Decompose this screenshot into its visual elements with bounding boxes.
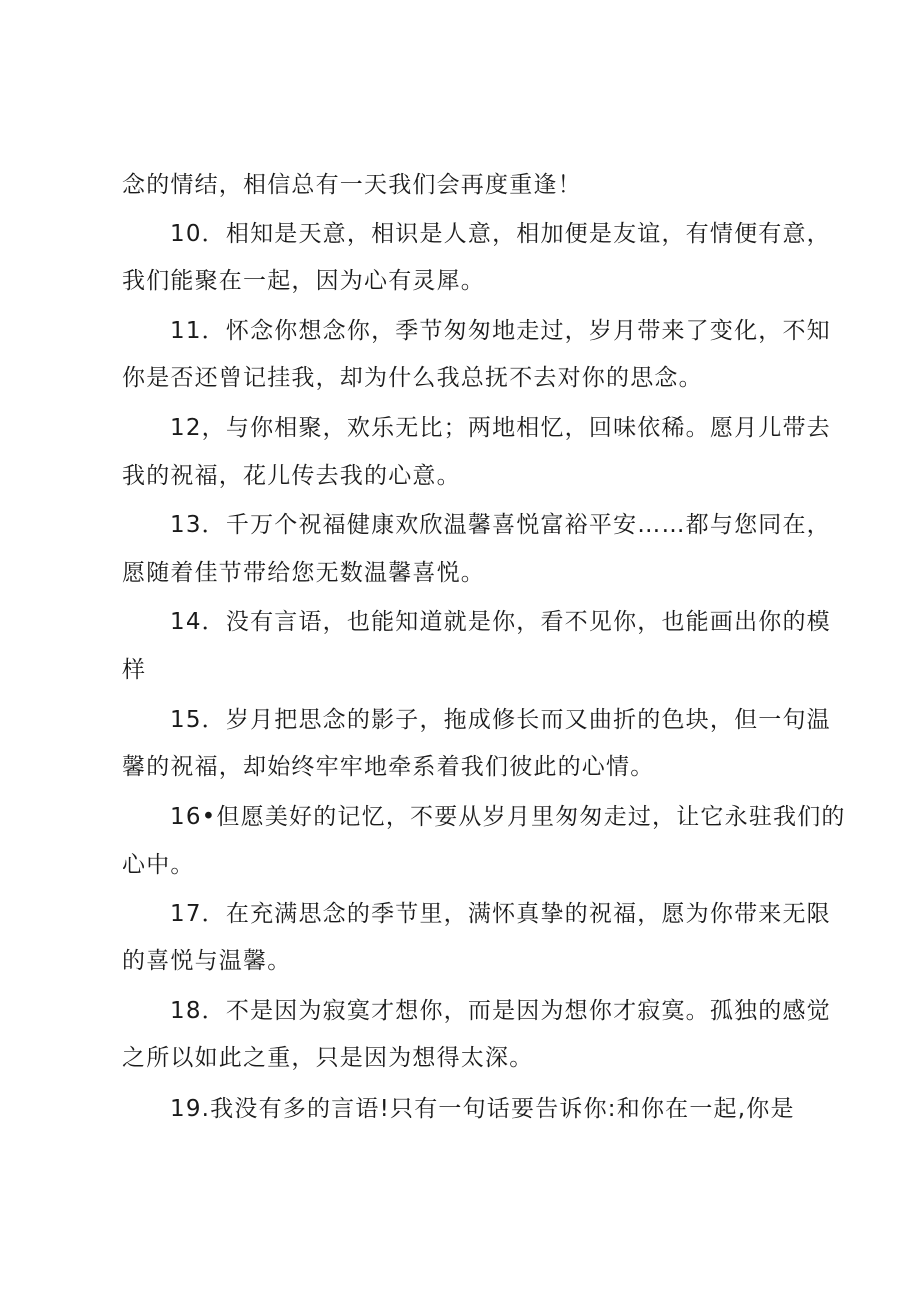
- paragraph-start-line: 12，与你相聚，欢乐无比；两地相忆，回味依稀。愿月儿带去: [170, 415, 831, 441]
- paragraph-start-line: 19.我没有多的言语!只有一句话要告诉你:和你在一起,你是: [170, 1096, 795, 1122]
- text-line: 愿随着佳节带给您无数温馨喜悦。: [122, 560, 485, 586]
- text-line: 之所以如此之重，只是因为想得太深。: [122, 1045, 534, 1071]
- text-line: 的喜悦与温馨。: [122, 948, 292, 974]
- paragraph-start-line: 17．在充满思念的季节里，满怀真挚的祝福，愿为你带来无限: [170, 901, 831, 927]
- text-line: 馨的祝福，却始终牢牢地牵系着我们彼此的心情。: [122, 754, 655, 780]
- paragraph-start-line: 14．没有言语，也能知道就是你，看不见你，也能画出你的模: [170, 609, 831, 635]
- paragraph-start-line: 16•但愿美好的记忆，不要从岁月里匆匆走过，让它永驻我们的: [170, 804, 846, 830]
- paragraph-start-line: 11．怀念你想念你，季节匆匆地走过，岁月带来了变化，不知: [170, 318, 831, 344]
- paragraph-start-line: 15．岁月把思念的影子，拖成修长而又曲折的色块，但一句温: [170, 707, 831, 733]
- text-line: 念的情结，相信总有一天我们会再度重逢！: [122, 172, 582, 198]
- text-line: 我的祝福，花儿传去我的心意。: [122, 463, 461, 489]
- text-line: 你是否还曾记挂我，却为什么我总抚不去对你的思念。: [122, 365, 703, 391]
- text-line: 样: [122, 657, 147, 683]
- text-line: 心中。: [122, 852, 195, 878]
- paragraph-start-line: 10．相知是天意，相识是人意，相加便是友谊，有情便有意，: [170, 221, 831, 247]
- paragraph-start-line: 13．千万个祝福健康欢欣温馨喜悦富裕平安……都与您同在，: [170, 512, 831, 538]
- text-line: 我们能聚在一起，因为心有灵犀。: [122, 268, 485, 294]
- paragraph-start-line: 18．不是因为寂寞才想你，而是因为想你才寂寞。孤独的感觉: [170, 998, 831, 1024]
